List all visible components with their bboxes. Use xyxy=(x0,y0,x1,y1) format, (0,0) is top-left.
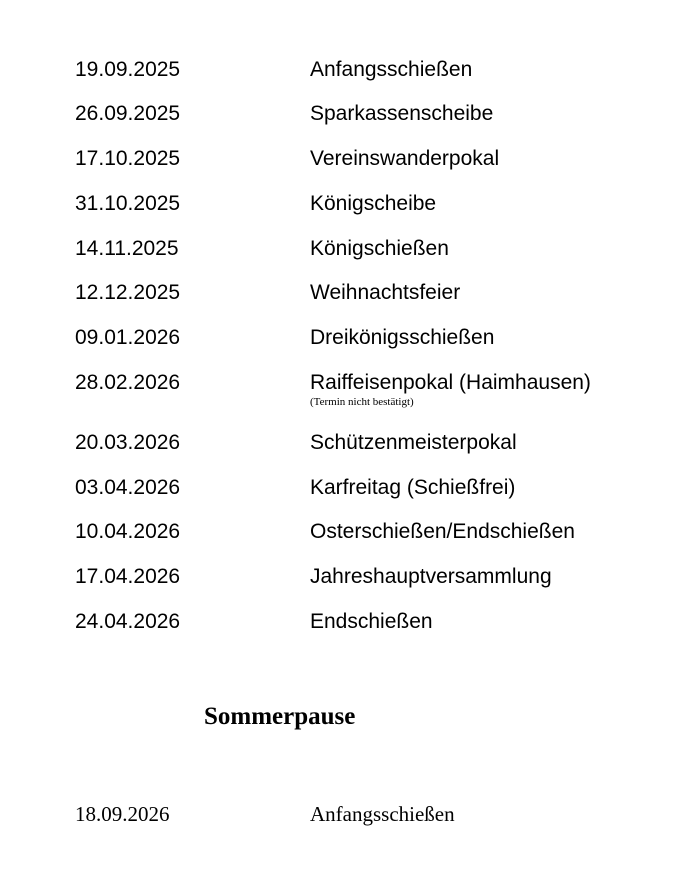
event-name: Königscheibe xyxy=(310,192,437,215)
event-name: Sparkassenscheibe xyxy=(310,102,494,125)
schedule-row xyxy=(0,326,683,356)
event-date: 17.10.2025 xyxy=(75,147,181,170)
section-title: Sommerpause xyxy=(204,703,356,730)
event-name: Anfangsschießen xyxy=(310,58,473,81)
event-name: Karfreitag (Schießfrei) xyxy=(310,476,516,499)
event-date: 03.04.2026 xyxy=(75,476,181,499)
schedule-row xyxy=(0,520,683,550)
event-date: 20.03.2026 xyxy=(75,431,181,454)
event-name: Vereinswanderpokal xyxy=(310,147,500,170)
schedule-row xyxy=(0,58,683,88)
event-date: 14.11.2025 xyxy=(75,237,179,260)
event-name: Raiffeisenpokal (Haimhausen) xyxy=(310,371,591,394)
schedule-row xyxy=(0,371,683,415)
event-date: 24.04.2026 xyxy=(75,610,181,633)
event-date: 26.09.2025 xyxy=(75,102,181,125)
event-name: Anfangsschießen xyxy=(310,802,455,826)
schedule-row xyxy=(0,431,683,461)
event-name: Osterschießen/Endschießen xyxy=(310,520,575,543)
event-name: Endschießen xyxy=(310,610,433,633)
schedule-row xyxy=(0,610,683,640)
event-note: (Termin nicht bestätigt) xyxy=(310,396,414,408)
schedule-row xyxy=(0,281,683,311)
event-name: Dreikönigsschießen xyxy=(310,326,495,349)
event-name: Königschießen xyxy=(310,237,449,260)
schedule-row xyxy=(0,802,683,832)
event-date: 19.09.2025 xyxy=(75,58,181,81)
schedule-row xyxy=(0,147,683,177)
event-date: 28.02.2026 xyxy=(75,371,181,394)
event-date: 10.04.2026 xyxy=(75,520,181,543)
schedule-row xyxy=(0,237,683,267)
event-date: 18.09.2026 xyxy=(75,802,170,826)
schedule-row xyxy=(0,102,683,132)
event-date: 12.12.2025 xyxy=(75,281,181,304)
event-name: Schützenmeisterpokal xyxy=(310,431,517,454)
event-date: 31.10.2025 xyxy=(75,192,181,215)
event-date: 09.01.2026 xyxy=(75,326,181,349)
schedule-row xyxy=(0,476,683,506)
event-date: 17.04.2026 xyxy=(75,565,181,588)
schedule-row xyxy=(0,192,683,222)
schedule-row xyxy=(0,565,683,595)
event-name: Weihnachtsfeier xyxy=(310,281,461,304)
event-name: Jahreshauptversammlung xyxy=(310,565,552,588)
